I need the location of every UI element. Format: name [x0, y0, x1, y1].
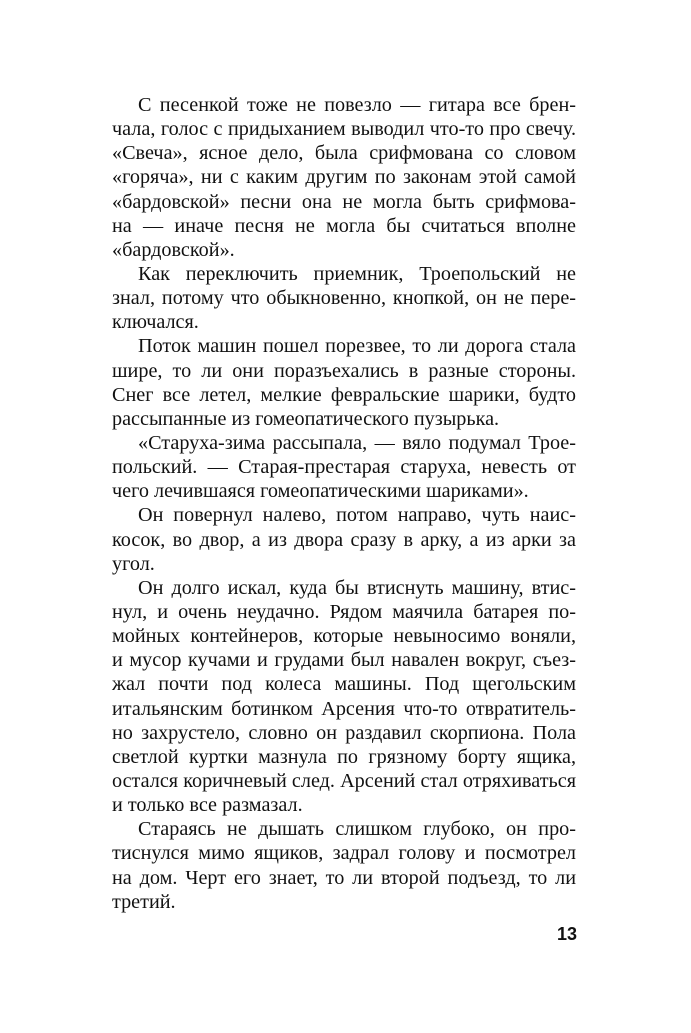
text-line: Как переключить приемник, Троепольский не	[138, 262, 576, 285]
text-line: Он долго искал, куда бы втиснуть машину, втис-	[138, 576, 576, 599]
text-line: С песенкой тоже не повезло — гитара все брен-	[138, 94, 576, 116]
text-line: Снег все летел, мелкие февральские шарики, будто	[112, 383, 576, 406]
text-line: жал почти под колеса машины. Под щегольским	[112, 673, 576, 696]
paragraph	[112, 817, 576, 914]
text-line: чала, голос с придыханием выводил что-то про свечу.	[112, 118, 576, 141]
text-line: Поток машин пошел порезвее, то ли дорога стала	[138, 335, 576, 358]
paragraph	[112, 431, 576, 503]
text-line: на — иначе песня не могла бы считаться вполне	[112, 214, 576, 237]
text-line: польский. — Старая-престарая старуха, невесть от	[112, 456, 576, 479]
text-line: и только все размазал.	[112, 794, 303, 817]
text-line: знал, потому что обыкновенно, кнопкой, он не пере-	[112, 287, 576, 310]
page-number: 13	[556, 924, 577, 944]
text-line: но захрустело, словно он раздавил скорпиона. Пола	[112, 721, 576, 744]
text-line: угол.	[112, 552, 155, 575]
text-line: Он повернул налево, потом направо, чуть наис-	[138, 504, 576, 527]
paragraph	[112, 334, 576, 431]
text-line: ключался.	[112, 311, 199, 334]
text-line: мойных контейнеров, которые невыносимо воняли,	[112, 625, 576, 648]
text-line: «Свеча», ясное дело, была срифмована со словом	[112, 142, 576, 165]
text-line: на дом. Черт его знает, то ли второй подъезд, то ли	[112, 866, 576, 889]
text-line: Стараясь не дышать слишком глубоко, он про-	[138, 818, 576, 841]
text-line: итальянским ботинком Арсения что-то отвратитель-	[112, 697, 576, 720]
text-line: остался коричневый след. Арсений стал отряхиваться	[112, 769, 576, 792]
text-line: тиснулся мимо ящиков, задрал голову и посмотрел	[112, 842, 576, 865]
text-line: косок, во двор, а из двора сразу в арку, а из арки за	[112, 528, 576, 551]
paragraph	[112, 93, 576, 262]
text-line: светлой куртки мазнула по грязному борту ящика,	[112, 745, 576, 768]
text-line: нул, и очень неудачно. Рядом маячила батарея по-	[112, 600, 576, 623]
paragraph	[112, 576, 576, 817]
paragraph	[112, 262, 576, 334]
text-line: «горяча», ни с каким другим по законам этой самой	[112, 166, 576, 189]
text-line: третий.	[112, 890, 176, 913]
text-line: и мусор кучами и грудами был навален вокруг, съез-	[112, 649, 576, 672]
text-line: «Старуха-зима рассыпала, — вяло подумал Трое-	[138, 431, 576, 454]
text-line: «бардовской».	[112, 238, 235, 261]
text-line: чего лечившаяся гомеопатическими шариками».	[112, 480, 529, 503]
text-line: «бардовской» песни она не могла быть срифмова-	[112, 190, 576, 213]
text-line: шире, то ли они поразъехались в разные стороны.	[112, 359, 576, 382]
body-text	[112, 93, 576, 914]
paragraph	[112, 503, 576, 575]
text-line: рассыпанные из гомеопатического пузырька.	[112, 407, 500, 430]
